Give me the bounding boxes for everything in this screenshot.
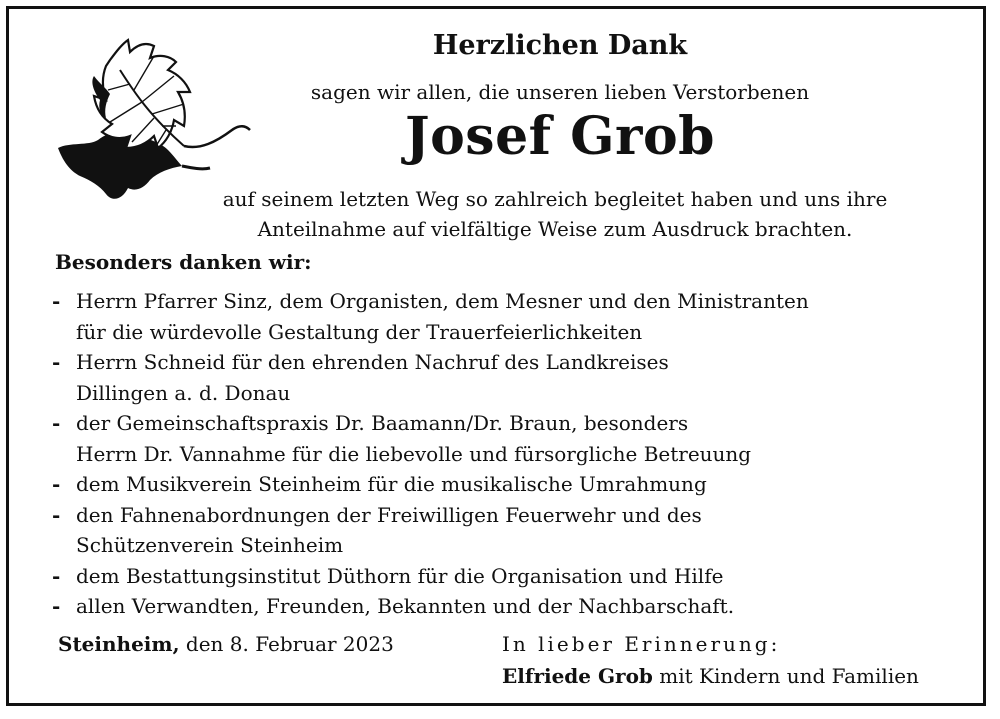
message-line: Anteilnahme auf vielfältige Weise zum Ausdruck brachten. [257,217,853,241]
dash-bullet: - [52,594,61,618]
list-item [52,500,952,561]
place: Steinheim, [58,632,180,656]
dash-bullet: - [52,502,61,527]
notice-subtitle: sagen wir allen, die unseren lieben Verstorbenen [310,80,810,104]
dash-bullet: - [52,472,61,496]
dash-bullet: - [52,411,61,435]
list-item [52,469,952,500]
list-item-line: Dillingen a. d. Donau [76,380,291,405]
notice-title: Herzlichen Dank [432,30,688,61]
list-item-line: dem Musikverein Steinheim für die musikalische Umrahmung [76,472,707,496]
list-item-line: den Fahnenabordnungen der Freiwilligen Feuerwehr und des [76,502,702,527]
list-item-line: Herrn Schneid für den ehrenden Nachruf des Landkreises [76,350,669,374]
thanks-list [52,286,952,622]
list-item-line: allen Verwandten, Freunden, Bekannten und der Nachbarschaft. [76,594,735,618]
place-date [58,632,394,656]
signer-name: Elfriede Grob [502,664,653,688]
deceased-name: Josef Grob [405,106,715,167]
dash-bullet: - [52,350,61,374]
list-item-line: Herrn Dr. Vannahme für die liebevolle und fürsorgliche Betreuung [76,441,752,466]
leaf-icon [50,30,260,210]
list-item-line: für die würdevolle Gestaltung der Trauerfeierlichkeiten [76,319,643,344]
list-item [52,591,952,622]
list-item [52,347,952,408]
list-item-line: Schützenverein Steinheim [76,533,344,557]
list-item [52,561,952,592]
list-item [52,408,952,469]
dash-bullet: - [52,563,61,588]
thanks-intro: Besonders danken wir: [55,250,312,274]
date: den 8. Februar 2023 [179,632,394,656]
signer-suffix: mit Kindern und Familien [652,664,919,688]
memory-line: In lieber Erinnerung: [502,632,781,656]
list-item [52,286,952,347]
thanks-message [190,184,920,244]
message-line: auf seinem letzten Weg so zahlreich begleitet haben und uns ihre [222,187,888,211]
list-item-line: dem Bestattungsinstitut Düthorn für die Organisation und Hilfe [76,563,724,588]
dash-bullet: - [52,289,61,313]
list-item-line: der Gemeinschaftspraxis Dr. Baamann/Dr. Braun, besonders [76,411,689,435]
signature [502,664,919,688]
list-item-line: Herrn Pfarrer Sinz, dem Organisten, dem Mesner und den Ministranten [76,289,809,313]
